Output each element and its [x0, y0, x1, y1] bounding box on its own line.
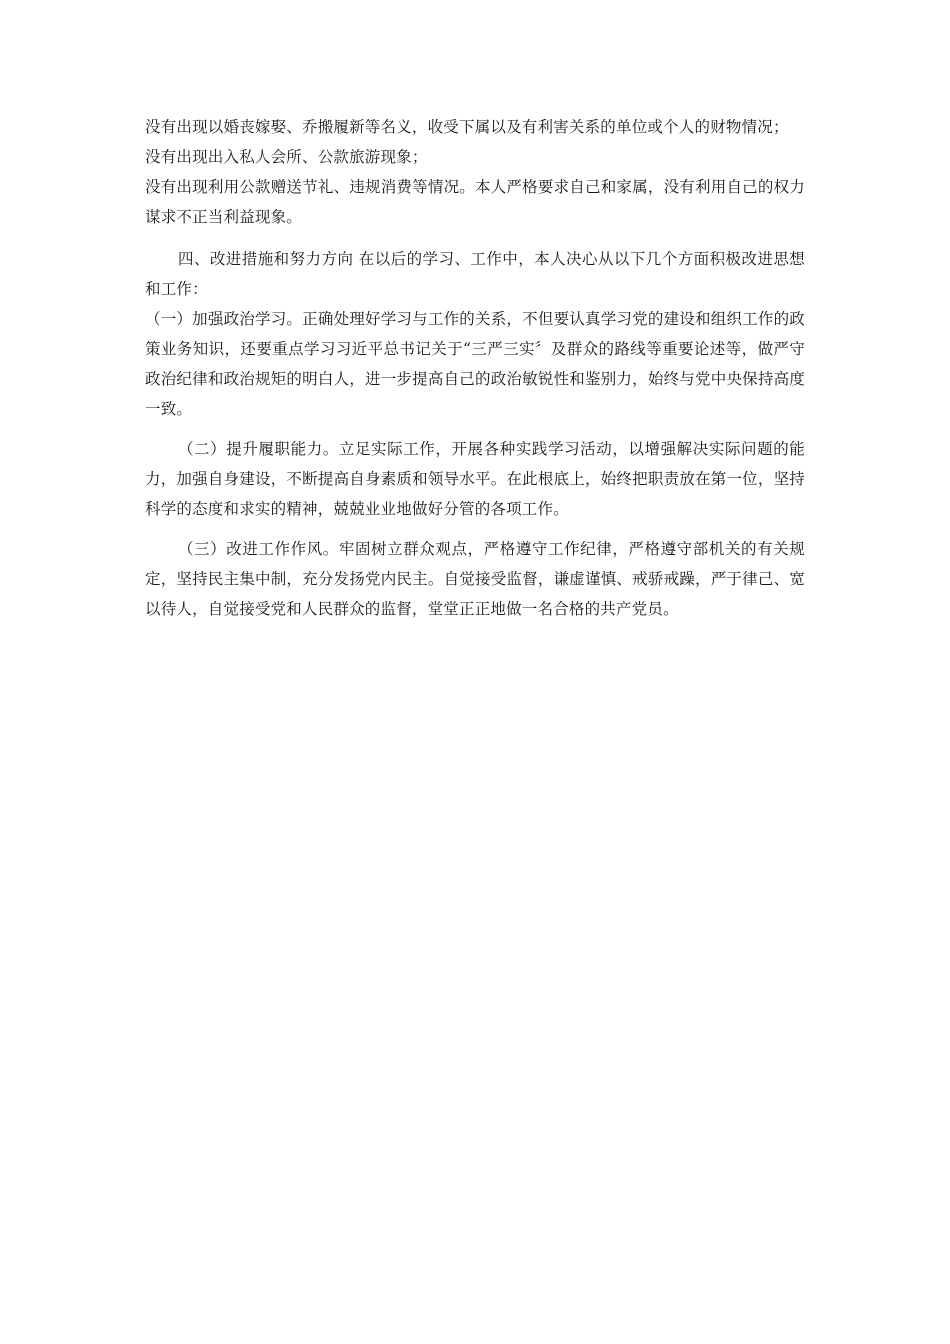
paragraph-item-three: （三）改进工作作风。牢固树立群众观点，严格遵守工作纪律，严格遵守部机关的有关规定，坚持民主集中制，充分发扬党内民主。自觉接受监督，谦虚谨慎、戒骄戒躁，严于律己、宽以待人，自觉接受党和人民群众的监督，堂堂正正地做一名合格的共产党员。: [145, 540, 805, 618]
paragraph-section-four-heading: 四、改进措施和努力方向 在以后的学习、工作中，本人决心从以下几个方面积极改进思想和工作：: [145, 250, 805, 298]
paragraph-no-private-clubs: 没有出现出入私人会所、公款旅游现象；: [145, 148, 428, 166]
paragraph-no-public-funds: 没有出现利用公款赠送节礼、违规消费等情况。本人严格要求自己和家属，没有利用自己的权力谋求不正当利益现象。: [145, 178, 805, 226]
paragraph-no-gifts: 没有出现以婚丧嫁娶、乔搬履新等名义，收受下属以及有利害关系的单位或个人的财物情况；: [145, 118, 789, 136]
paragraph-item-two: （二）提升履职能力。立足实际工作，开展各种实践学习活动，以增强解决实际问题的能力，加强自身建设，不断提高自身素质和领导水平。在此根底上，始终把职责放在第一位，坚持科学的态度和求实的精神，兢兢业业地做好分管的各项工作。: [145, 440, 805, 518]
paragraph-item-one: （一）加强政治学习。正确处理好学习与工作的关系，不但要认真学习党的建设和组织工作的政策业务知识，还要重点学习习近平总书记关于“三严三实〞及群众的路线等重要论述等，做严守政治纪律和政治规矩的明白人，进一步提高自己的政治敏锐性和鉴别力，始终与党中央保持高度一致。: [145, 310, 805, 418]
document-page: [145, 112, 805, 624]
